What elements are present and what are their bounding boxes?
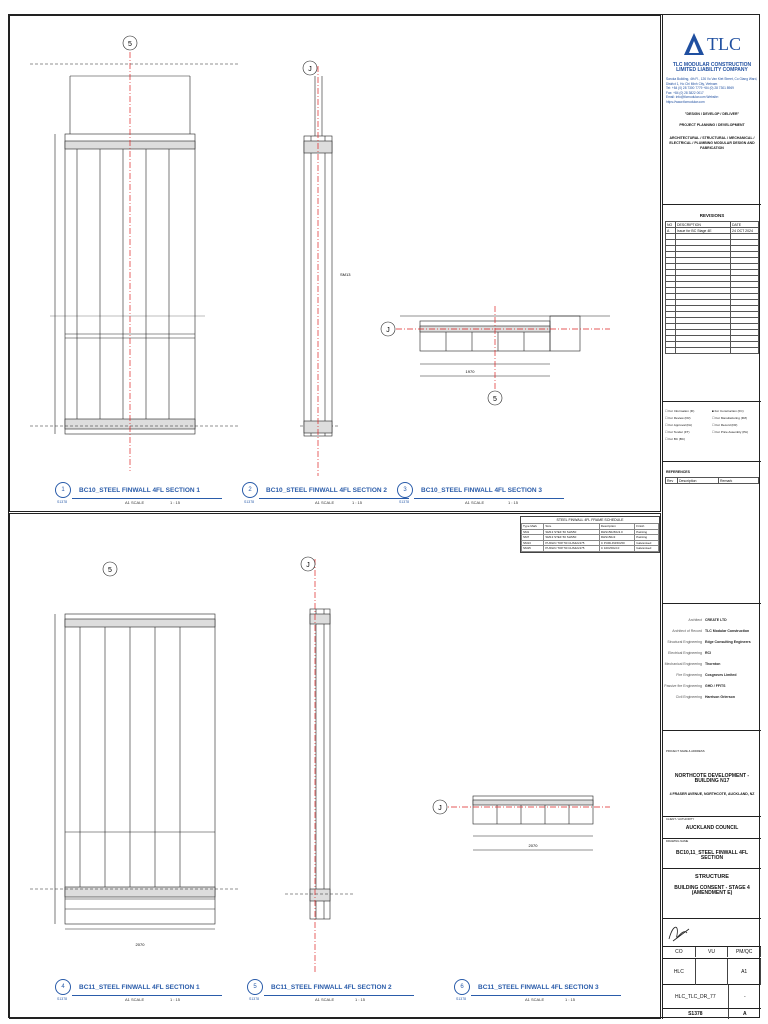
references-block: [663, 464, 761, 604]
project-name-block: [663, 747, 761, 817]
references-table: [665, 477, 759, 484]
schedule-cell: SM7: [522, 535, 544, 541]
revision-date: 24 OCT 2024: [731, 228, 759, 234]
view-4-caption: [55, 979, 200, 995]
schedule-row: [522, 546, 659, 552]
view-3-caption: [397, 482, 542, 498]
grid-bubble-5-bottom: 5: [108, 567, 112, 574]
checklist-item[interactable]: ☐ For Review (FR): [665, 416, 691, 420]
signature-block: [663, 919, 761, 947]
view-3-title: BC10_STEEL FINWALL 4FL SECTION 3: [421, 486, 542, 494]
drawing-label: DRAWING NAME: [666, 839, 689, 843]
view-4-title: BC11_STEEL FINWALL 4FL SECTION 1: [79, 983, 200, 991]
logo-text: TLC: [707, 33, 741, 54]
grid-bubble-5-label: 5: [128, 41, 132, 48]
team-row: Passive fire Engineering GHD / FFITS: [664, 683, 726, 688]
revisions-header: NO: [666, 222, 676, 228]
schedule-title: STEEL FINWALL 4FL FRAME SCHEDULE: [556, 518, 624, 522]
view-5-number: 5: [247, 979, 263, 995]
issue-purpose-block: [663, 404, 761, 462]
view-5-caption: [247, 979, 392, 995]
view-4-scale: A1 SCALE: [125, 997, 145, 1002]
view-3-ratio: 1 : 15: [508, 500, 519, 505]
view-1-code: S1378: [57, 500, 68, 504]
top-drawing-panel: [9, 15, 661, 512]
company-email[interactable]: Email: info@tlcmodular.com Website: https://www.tlcmodular.com: [666, 95, 719, 104]
tlc-triangle-icon: [683, 31, 705, 57]
view-4-code: S1378: [57, 997, 68, 1001]
view-2-wall-section: [300, 76, 340, 436]
approved-by: PM/QC: [728, 947, 761, 957]
view-5-scale: A1 SCALE: [315, 997, 335, 1002]
project-name: NORTHCOTE DEVELOPMENT - BUILDING N17: [674, 773, 750, 784]
schedule-cell: C PURLIN150x50: [599, 540, 634, 546]
company-logo: [663, 31, 761, 57]
view-6-caption: [454, 979, 599, 995]
team-row: Fire Engineering Cosgroves Limited: [676, 672, 737, 677]
sheet-row: [663, 1009, 761, 1019]
bottom-drawing-panel: [9, 513, 661, 1019]
checklist-item[interactable]: ☐ For Information (FI): [665, 409, 695, 413]
view-2-caption: [242, 482, 387, 498]
schedule-header: Type Mark: [522, 524, 544, 530]
schedule-cell: Galvanised: [635, 546, 659, 552]
view-6-overall-dim: 2070: [528, 843, 538, 848]
references-header: Rev: [666, 478, 678, 484]
view-4-wall-section: [30, 614, 240, 929]
grid-bubble-j-plan: J: [386, 327, 390, 334]
client-label: CLIENT / AUTHORITY: [666, 817, 695, 821]
grid-bubble-5-plan: 5: [493, 396, 497, 403]
view-4-number: 4: [55, 979, 71, 995]
stage: BUILDING CONSENT - STAGE 4 (AMENDMENT E): [674, 885, 750, 896]
client-name: AUCKLAND COUNCIL: [685, 825, 739, 831]
view-2-member-tag: SM13: [340, 272, 351, 277]
view-6-scale: A1 SCALE: [525, 997, 545, 1002]
schedule-cell: Painting: [635, 529, 659, 535]
schedule-cell: Galvanised: [635, 540, 659, 546]
view-1-scale: A1 SCALE: [125, 500, 145, 505]
schedule-header: Finish: [635, 524, 659, 530]
view-1-ratio: 1 : 15: [170, 500, 181, 505]
view-6-plan: [473, 796, 593, 850]
grid-bubble-j-plan-bottom: J: [438, 805, 442, 812]
revisions-block: [663, 207, 761, 402]
checklist-item[interactable]: ☐ For Tender (FT): [665, 430, 690, 434]
revision-no: A: [666, 228, 676, 234]
team-row: Architect of Record TLC Modular Construction: [672, 628, 750, 633]
company-fax: Fax: +84 (0) 28 3822 0017: [666, 90, 704, 95]
view-2-code: S1378: [244, 500, 255, 504]
references-header: Description: [678, 478, 719, 484]
view-5-title: BC11_STEEL FINWALL 4FL SECTION 2: [271, 983, 392, 991]
company-block: [663, 15, 761, 205]
discipline-block: [663, 869, 761, 919]
view-5-wall-section: [285, 609, 355, 919]
view-1-wall-section: [30, 64, 240, 434]
revisions-table: [665, 221, 759, 354]
view-1-title: BC10_STEEL FINWALL 4FL SECTION 1: [79, 486, 200, 494]
schedule-cell: Painting: [635, 535, 659, 541]
view-3-overall-dim: 1970: [465, 369, 475, 374]
schedule-cell: PURLIN TOP 50 CHS42x375: [544, 540, 599, 546]
view-1-number: 1: [55, 482, 71, 498]
view-2-title: BC10_STEEL FINWALL 4FL SECTION 2: [266, 486, 387, 494]
view-6-title: BC11_STEEL FINWALL 4FL SECTION 3: [478, 983, 599, 991]
company-service-1: PROJECT PLANNING / DEVELOPMENT: [679, 123, 745, 127]
checklist-item[interactable]: ☐ For Price Assembly (PA): [712, 430, 748, 434]
revision-description: Issue for BC Stage 4E: [676, 228, 731, 234]
approval-row: [663, 947, 761, 959]
drawing-suffix: -: [744, 994, 746, 1000]
view-2-number: 2: [242, 482, 258, 498]
company-code: HLC: [663, 959, 696, 985]
company-slogan: "DESIGN / DEVELOP / DELIVER": [684, 112, 740, 116]
view-2-ratio: 1 : 15: [352, 500, 363, 505]
team-row: Architect CREATE LTD: [688, 617, 727, 622]
checklist-item[interactable]: ■ For Construction (FC): [712, 409, 744, 413]
schedule-cell: RHS150x50x3.0: [599, 529, 634, 535]
bottom-panel-linework: [10, 514, 662, 1020]
view-3-code: S1378: [399, 500, 410, 504]
checklist-item[interactable]: ☐ For BC (BC): [665, 437, 686, 441]
schedule-cell: SM15: [522, 546, 544, 552]
view-3-plan: [400, 316, 610, 376]
schedule-cell: RHS150x3: [599, 535, 634, 541]
drawing-number-row: [663, 985, 761, 1009]
schedule-cell: C 100x50x3.0: [599, 546, 634, 552]
revisions-header: DESCRIPTION: [676, 222, 731, 228]
frame-schedule: [520, 516, 660, 553]
view-2-scale: A1 SCALE: [315, 500, 335, 505]
company-name: TLC MODULAR CONSTRUCTION LIMITED LIABILITY COMPANY: [672, 62, 752, 73]
title-block: [662, 15, 760, 1019]
grid-bubble-j-label: J: [308, 66, 312, 73]
drawing-name-block: [663, 839, 761, 869]
client-block: [663, 817, 761, 839]
checked-by: VU: [696, 947, 729, 957]
references-header: Remark: [719, 478, 759, 484]
team-row: Electrical Engineering RCI: [668, 650, 712, 655]
references-title: REFERENCES: [666, 470, 690, 474]
grid-bubble-j-bottom: J: [306, 562, 310, 569]
sheet-size: A1: [728, 959, 761, 985]
company-address-1: Saroka Building, 4th Fl., 126 Vo Van Kiet Street, Co Giang Ward,: [666, 77, 758, 81]
team-row: Civil Engineering Harrison Grierson: [675, 694, 735, 699]
view-3-number: 3: [397, 482, 413, 498]
team-row: Mechanical Engineering Thornton: [664, 661, 721, 666]
schedule-table: [521, 523, 659, 552]
signature-icon: [663, 919, 761, 947]
view-3-scale: A1 SCALE: [465, 500, 485, 505]
company-service-2: ARCHITECTURAL / STRUCTURAL / MECHANICAL / ELECTRICAL / PLUMBING MODULAR DESIGN AND FABRICATION: [669, 136, 755, 150]
revisions-header: DATE: [731, 222, 759, 228]
checklist-item[interactable]: ☐ For Approval (FA): [665, 423, 693, 427]
team-row: Structural Engineering Edge Consulting Engineers: [667, 639, 751, 644]
checklist-item[interactable]: ☐ For Record (FR): [712, 423, 738, 427]
company-size-row: [663, 959, 761, 985]
view-4-ratio: 1 : 15: [170, 997, 181, 1002]
discipline: STRUCTURE: [695, 874, 729, 880]
view-5-code: S1378: [249, 997, 260, 1001]
top-panel-linework: [10, 16, 662, 513]
drawn-by: CO: [663, 947, 696, 957]
sheet-number: S1378: [663, 1009, 729, 1019]
project-label: PROJECT NAME & ADDRESS: [666, 749, 705, 753]
schedule-cell: SM13 STEF 50 SHS50: [544, 535, 599, 541]
company-tel: Tel: +84 (0) 28 7300 7779 +84 (0) 28 7301 8969: [666, 86, 734, 90]
view-6-code: S1378: [456, 997, 467, 1001]
schedule-cell: SM13: [522, 540, 544, 546]
schedule-cell: SM13 STEF 50 SHS50: [544, 529, 599, 535]
view-1-caption: [55, 482, 200, 498]
schedule-cell: PURLIN TOP 50 CHS42x375: [544, 546, 599, 552]
drawing-number: HLC_TLC_DR_77: [663, 985, 729, 1008]
schedule-header: Description: [599, 524, 634, 530]
view-6-ratio: 1 : 15: [565, 997, 576, 1002]
checklist-item[interactable]: ☐ For Manufacturing (FM): [712, 416, 748, 420]
view-4-overall-dim: 2070: [135, 942, 145, 947]
sheet-revision: A: [743, 1011, 747, 1017]
view-6-number: 6: [454, 979, 470, 995]
schedule-cell: SM1: [522, 529, 544, 535]
project-team-block: [663, 606, 761, 731]
drawing-name: BC10,11_STEEL FINWALL 4FL SECTION: [675, 850, 749, 861]
schedule-header: Size: [544, 524, 599, 530]
company-address-2: District 1, Ho Chi Minh City, Vietnam: [666, 81, 718, 86]
revisions-title: REVISIONS: [699, 213, 725, 218]
project-address: 4 FRASER AVENUE, NORTHCOTE, AUCKLAND, NZ: [669, 792, 755, 796]
view-5-ratio: 1 : 15: [355, 997, 366, 1002]
